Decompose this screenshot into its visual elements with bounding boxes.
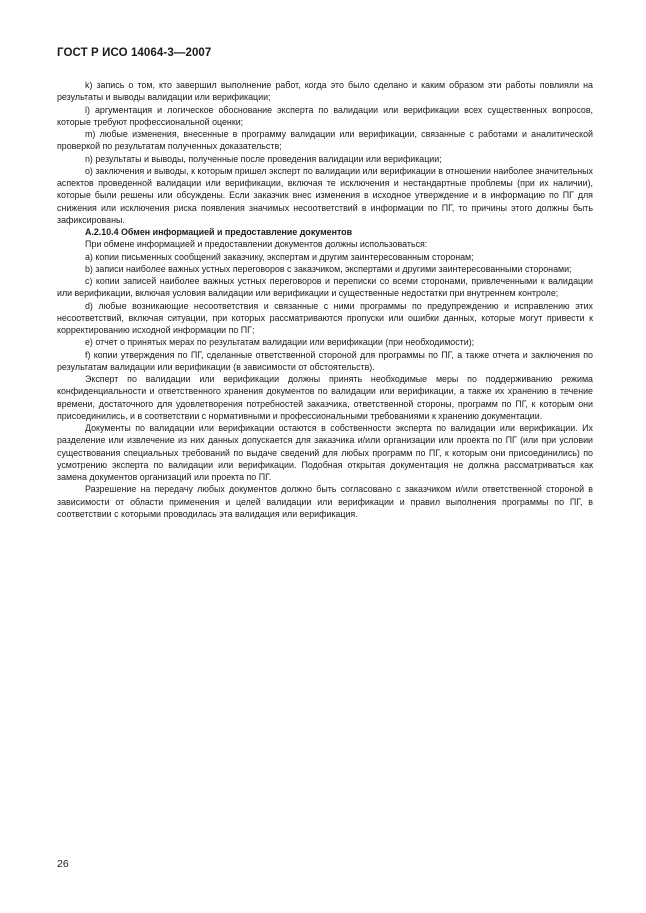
list-item-l: l) аргументация и логическое обоснование эксперта по валидации или верификации всех существенных вопросов, которые требуют профессиональной оценки; [57, 104, 593, 127]
list-item-m: m) любые изменения, внесенные в программу валидации или верификации, связанные с работами и аналитической проверкой по результатам полученных доказательств; [57, 129, 593, 152]
list-item-a: a) копии письменных сообщений заказчику, экспертам и другим заинтересованным сторонам; [85, 251, 474, 262]
paragraph-transfer: Разрешение на передачу любых документов должно быть согласовано с заказчиком и/или ответственной стороной в зависимости от области применения и целей валидации или верификации и правил выполнения программы по ПГ, в соответствии с которыми проводилась эта валидация или верификация. [57, 484, 593, 519]
list-item-e: e) отчет о принятых мерах по результатам валидации или верификации (при необходимости); [85, 337, 475, 348]
list-item-o: o) заключения и выводы, к которым пришел эксперт по валидации или верификации в отношении наиболее значительных аспектов проведенной валидации или верификации, включая те исключения и нестандартные проблемы (при их наличии), которые были решены или обсуждены. Если заказчик внес изменения в исходное утверждение и в информацию по ПГ для снижения или исключения риска появления значимых несоответствий в информации по ПГ, то причины этого должны быть зафиксированы. [57, 165, 593, 225]
list-item-d: d) любые возникающие несоответствия и связанные с ними программы по предупреждению и исправлению этих несоответствий, включая ситуации, при которых рассматриваются пропуски или ошибки данных, которые могут привести к корректированию исходной информации по ПГ; [57, 300, 593, 335]
list-item-c: c) копии записей наиболее важных устных переговоров и переписки со всеми сторонами, привлеченными к валидации или верификации, включая условия валидации или верификации и существенные недостатки при внутреннем контроле; [57, 276, 593, 299]
paragraph-confidentiality: Эксперт по валидации или верификации должны принять необходимые меры по поддерживанию режима конфиденциальности и ответственного хранения документов по валидации или верификации, а также их хранению в течение времени, достаточного для удовлетворения потребностей заказчика, ответственной стороны, программ по ПГ, к которым они присоединились, и в соответствии с нормативными и профессиональными требованиями к хранению документации. [57, 374, 593, 421]
list-item-k: k) запись о том, кто завершил выполнение работ, когда это было сделано и каким образом эти работы повлияли на результаты и выводы валидации или верификации; [57, 80, 593, 103]
list-item-n: n) результаты и выводы, полученные после проведения валидации или верификации; [85, 153, 442, 164]
list-item-f: f) копии утверждения по ПГ, сделанные ответственной стороной для программы по ПГ, а также отчета и заключения по результатам валидации или верификации (в зависимости от обстоятельств). [57, 349, 593, 372]
section-heading: A.2.10.4 Обмен информацией и предоставление документов [85, 227, 353, 237]
document-header: ГОСТ Р ИСО 14064-3—2007 [57, 47, 212, 59]
document-body [57, 79, 593, 520]
paragraph-ownership: Документы по валидации или верификации остаются в собственности эксперта по валидации или верификации. Их разделение или извлечение из них данных допускается для заказчика и/или организации или проекта по ПГ (или при условии существования специальных требований по выдаче сведений для любых программ по ПГ, к которым они присоединились) по усмотрению эксперта по валидации или верификации. Подобная открытая документация не должна рассматриваться как замена документов организаций или проекта по ПГ. [57, 423, 593, 482]
page-number: 26 [57, 858, 69, 870]
list-item-b: b) записи наиболее важных устных переговоров с заказчиком, экспертами и другими заинтересованными сторонами; [85, 263, 572, 274]
section-intro: При обмене информацией и предоставлении документов должны использоваться: [85, 239, 428, 250]
